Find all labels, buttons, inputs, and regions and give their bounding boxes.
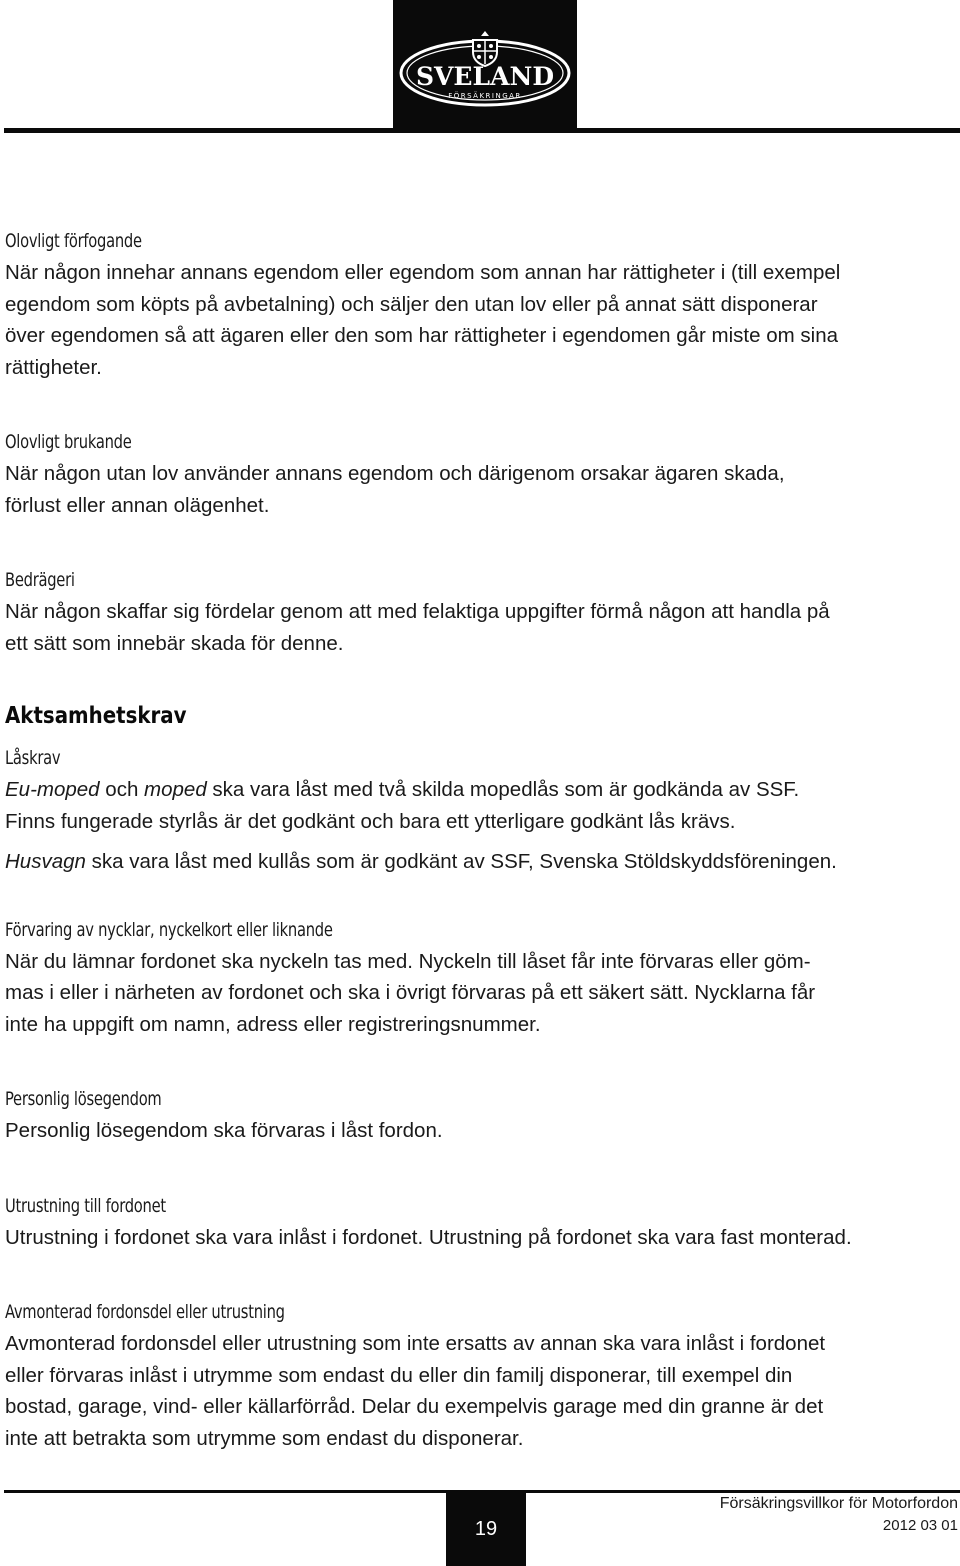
section-olovligt-brukande <box>5 427 957 521</box>
header-rule <box>4 128 960 133</box>
section-personlig-losegendom <box>5 1084 957 1147</box>
section-text: När någon utan lov använder annans egendom och därigenom orsakar ägaren skada, förlust eller annan olägenhet. <box>5 462 785 517</box>
section-text: Personlig lösegendom ska förvaras i låst fordon. <box>5 1119 443 1142</box>
footer-date: 2012 03 01 <box>882 1517 958 1534</box>
section-bedrageri <box>5 565 957 659</box>
section-text: Avmonterad fordonsdel eller utrustning som inte ersatts av annan ska vara inlåst i fordonet eller förvaras inlåst i utrymme som endast du eller din familj disponerar, till exempel din bostad, garage, vind- eller källarförråd. Delar du exempelvis garage med din granne är det inte att betrakta som utrymme som endast du disponerar. <box>5 1332 826 1450</box>
document-body <box>5 226 957 1454</box>
sveland-logo-icon <box>393 0 577 130</box>
section-laskrav <box>5 743 957 878</box>
section-olovligt-forfogande <box>5 226 957 383</box>
section-text: Utrustning i fordonet ska vara inlåst i fordonet. Utrustning på fordonet ska vara fast monterad. <box>5 1225 852 1249</box>
footer-document-title: Försäkringsvillkor för Motorfordon <box>719 1495 958 1512</box>
logo-tagline: FÖRSÄKRINGAR <box>448 92 522 100</box>
section-title: Låskrav <box>5 747 61 769</box>
section-title: Bedrägeri <box>5 569 75 591</box>
logo-block <box>393 0 577 130</box>
logo-wordmark: SVELAND <box>415 62 555 91</box>
section-text: När du lämnar fordonet ska nyckeln tas med. Nyckeln till låset får inte förvaras eller göm- mas i eller i närheten av fordonet och ska i övrigt förvaras på ett säkert sätt. Nycklarna får inte ha uppgift om namn, adress eller registreringsnummer. <box>5 949 816 1036</box>
section-forvaring <box>5 915 957 1041</box>
section-title: Olovligt brukande <box>5 431 132 453</box>
section-heading: Aktsamhetskrav <box>5 703 187 729</box>
section-text: När någon innehar annans egendom eller egendom som annan har rättigheter i (till exempel egendom som köpts på avbetalning) och säljer den utan lov eller på annat sätt disponerar över egendomen så att ägaren eller den som har rättigheter i egendomen går miste om sina rättigheter. <box>5 261 841 379</box>
section-title: Personlig lösegendom <box>5 1088 162 1110</box>
page-number-box <box>446 1493 526 1566</box>
section-title: Olovligt förfogande <box>5 230 142 252</box>
section-title: Avmonterad fordonsdel eller utrustning <box>5 1301 285 1323</box>
section-avmonterad <box>5 1297 957 1454</box>
section-title: Förvaring av nycklar, nyckelkort eller liknande <box>5 918 333 941</box>
section-text: När någon skaffar sig fördelar genom att med felaktiga uppgifter förmå någon att handla på ett sätt som innebär skada för denne. <box>5 600 830 655</box>
section-text: Eu-moped och moped ska vara låst med två skilda mopedlås som är godkända av SSF. Finns fungerade styrlås är det godkänt och bara ett ytterligare godkänt lås krävs. Husvagn ska vara låst med kullås som är godkänt av SSF, Svenska Stöldskyddsföreningen. <box>5 778 837 873</box>
section-title: Utrustning till fordonet <box>5 1194 166 1217</box>
section-utrustning <box>5 1191 957 1254</box>
page-number: 19 <box>474 1518 498 1540</box>
heading-aktsamhetskrav <box>5 699 957 733</box>
